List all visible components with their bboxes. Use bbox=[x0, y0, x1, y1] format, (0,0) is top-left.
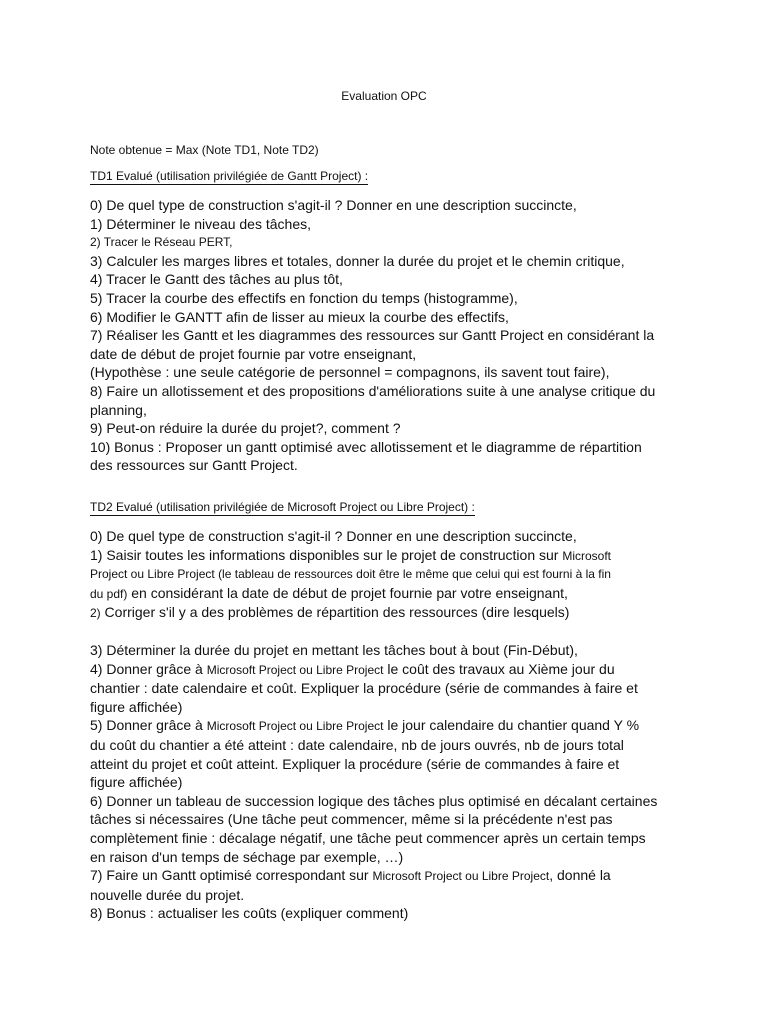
td2-line-text: du pdf) bbox=[90, 586, 128, 601]
td2-line bbox=[90, 716, 680, 736]
software-name: Microsoft Project ou Libre Project bbox=[206, 719, 384, 734]
paragraph-gap bbox=[90, 623, 680, 641]
td2-line-text: 2) bbox=[90, 606, 101, 621]
td2-line: 0) De quel type de construction s'agit-il ? Donner en une description succincte, bbox=[90, 528, 577, 544]
td1-line: 2) Tracer le Réseau PERT, bbox=[90, 235, 233, 250]
td2-line: figure affichée) bbox=[90, 774, 183, 791]
td2-line: nouvelle durée du projet. bbox=[90, 886, 245, 903]
software-name: Microsoft Project ou Libre Project bbox=[206, 662, 384, 677]
td2-line: tâches si nécessaires (Une tâche peut commencer, même si la précédente n'est pas bbox=[90, 811, 613, 828]
td1-line: 0) De quel type de construction s'agit-il ? Donner en une description succincte, bbox=[90, 197, 577, 213]
td2-line: complètement finie : décalage négatif, une tâche peut commencer après un certain temps bbox=[90, 829, 646, 846]
td2-questions bbox=[90, 527, 680, 923]
td1-heading: TD1 Evalué (utilisation privilégiée de Gantt Project) : bbox=[90, 169, 369, 183]
td1-line: 1) Déterminer le niveau des tâches, bbox=[90, 215, 311, 232]
td1-line: (Hypothèse : une seule catégorie de personnel = compagnons, ils savent tout faire), bbox=[90, 364, 610, 381]
td2-line-text: Corriger s'il y a des problèmes de répartition des ressources (dire lesquels) bbox=[100, 604, 570, 621]
td1-line: 8) Faire un allotissement et des propositions d'améliorations suite à une analyse critique du bbox=[90, 382, 656, 399]
td2-line: du coût du chantier a été atteint : date calendaire, nb de jours ouvrés, nb de jours total bbox=[90, 736, 624, 753]
software-name: Microsoft bbox=[562, 548, 612, 563]
grading-note: Note obtenue = Max (Note TD1, Note TD2) bbox=[90, 143, 319, 157]
td2-line: 3) Déterminer la durée du projet en mettant les tâches bout à bout (Fin-Début), bbox=[90, 641, 578, 658]
td2-line: 6) Donner un tableau de succession logique des tâches plus optimisé en décalant certaines bbox=[90, 792, 658, 809]
td1-line: 4) Tracer le Gantt des tâches au plus tôt, bbox=[90, 271, 343, 288]
td1-line: 7) Réaliser les Gantt et les diagrammes des ressources sur Gantt Project en considérant la bbox=[90, 327, 655, 344]
td1-line: 9) Peut-on réduire la durée du projet?, comment ? bbox=[90, 420, 401, 437]
td2-line-text: 7) Faire un Gantt optimisé correspondant sur bbox=[90, 867, 373, 884]
software-name: Microsoft Project ou Libre Project bbox=[372, 869, 550, 884]
td1-line: 3) Calculer les marges libres et totales, donner la durée du projet et le chemin critique, bbox=[90, 252, 625, 269]
td2-heading: TD2 Evalué (utilisation privilégiée de Microsoft Project ou Libre Project) : bbox=[90, 500, 475, 514]
document-title: Evaluation OPC bbox=[341, 89, 427, 103]
td2-line-text: le jour calendaire du chantier quand Y % bbox=[383, 717, 640, 734]
td2-line bbox=[90, 866, 680, 886]
td2-line-text: , donné la bbox=[549, 867, 611, 884]
td1-line: date de début de projet fournie par votre enseignant, bbox=[90, 345, 417, 362]
td1-line: 6) Modifier le GANTT afin de lisser au mieux la courbe des effectifs, bbox=[90, 308, 509, 325]
td2-line: atteint du projet et coût atteint. Expliquer la procédure (série de commandes à faire et bbox=[90, 755, 620, 772]
td1-questions bbox=[90, 196, 680, 475]
td2-line-text: 5) Donner grâce à bbox=[90, 717, 207, 734]
td2-line bbox=[90, 660, 680, 680]
td2-line: chantier : date calendaire et coût. Expliquer la procédure (série de commandes à faire et bbox=[90, 680, 638, 697]
td2-line: en raison d'un temps de séchage par exemple, …) bbox=[90, 848, 404, 865]
td2-line-text: le coût des travaux au Xième jour du bbox=[383, 660, 615, 677]
td2-line: Project ou Libre Project (le tableau de ressources doit être le même que celui qui est fourni à la fin bbox=[90, 567, 611, 582]
td2-line bbox=[90, 546, 680, 566]
td1-line: planning, bbox=[90, 401, 147, 418]
td2-line-text: en considérant la date de début de projet fournie par votre enseignant, bbox=[127, 584, 568, 601]
td1-line: 5) Tracer la courbe des effectifs en fonction du temps (histogramme), bbox=[90, 289, 518, 306]
td2-line: figure affichée) bbox=[90, 698, 183, 715]
td2-line-text: 4) Donner grâce à bbox=[90, 660, 207, 677]
td2-line bbox=[90, 603, 680, 623]
td2-line: 8) Bonus : actualiser les coûts (expliquer comment) bbox=[90, 905, 409, 922]
td2-line-text: 1) Saisir toutes les informations disponibles sur le projet de construction sur bbox=[90, 546, 563, 563]
td1-line: 10) Bonus : Proposer un gantt optimisé avec allotissement et le diagramme de répartition bbox=[90, 438, 642, 455]
td1-line: des ressources sur Gantt Project. bbox=[90, 457, 298, 474]
td2-line bbox=[90, 584, 680, 604]
